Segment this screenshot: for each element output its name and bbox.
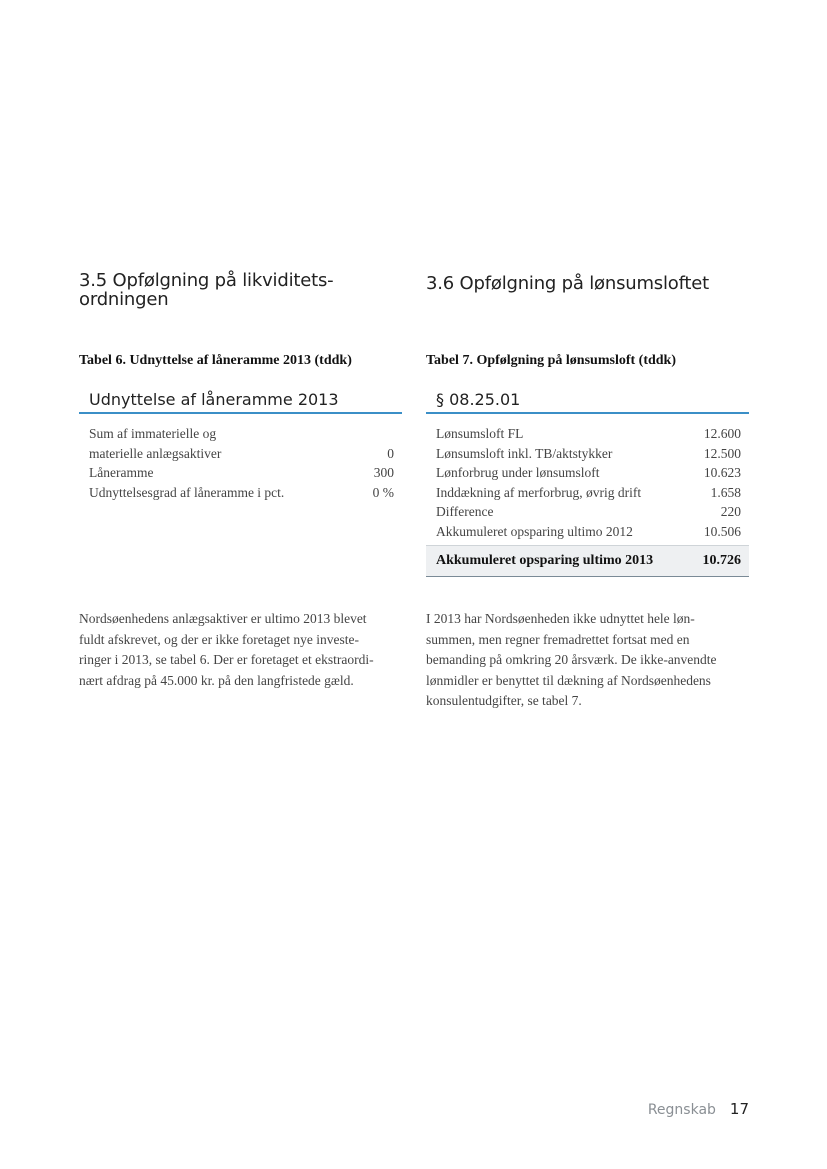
row-value: 0 (387, 445, 394, 461)
footer-section-name: Regnskab (647, 1102, 716, 1118)
row-label: Sum af immaterielle og (89, 426, 217, 441)
row-value: 10.506 (703, 523, 741, 539)
page-number: 17 (729, 1100, 749, 1118)
paragraph-line: fuldt afskrevet, og der er ikke foretaget nye investe- (79, 631, 360, 647)
heading-line-2: ordningen (79, 289, 169, 310)
paragraph-line: bemanding på omkring 20 årsværk. De ikke-anvendte (426, 652, 717, 667)
table-row (79, 444, 402, 464)
left-paragraph (79, 609, 404, 691)
table-6-body (79, 424, 402, 502)
table-row (426, 483, 749, 503)
table-row (426, 522, 749, 542)
row-label: Udnyttelsesgrad af låneramme i pct. (89, 484, 285, 500)
page-footer (648, 1100, 749, 1118)
right-paragraph (426, 609, 751, 712)
table-6-header: Udnyttelse af låneramme 2013 (79, 388, 402, 414)
row-label: Difference (436, 504, 494, 519)
row-label: Lønsumsloft FL (436, 426, 524, 441)
section-heading-3-6: 3.6 Opfølgning på lønsumsloftet (426, 273, 710, 294)
row-value: 0 % (372, 484, 394, 500)
paragraph-line: Nordsøenhedens anlægsaktiver er ultimo 2013 blevet (79, 611, 367, 626)
table-row (426, 463, 749, 483)
table-row (79, 463, 402, 483)
row-label: materielle anlægsaktiver (89, 445, 222, 461)
total-label: Akkumuleret opsparing ultimo 2013 (436, 553, 654, 568)
total-value: 10.726 (702, 553, 741, 568)
row-label: Låneramme (89, 465, 154, 480)
row-value: 1.658 (710, 484, 741, 500)
row-label: Lønsumsloft inkl. TB/aktstykker (436, 445, 613, 461)
table-row (79, 424, 402, 444)
table-row (426, 444, 749, 464)
row-label: Lønforbrug under lønsumsloft (436, 465, 600, 480)
paragraph-line: nært afdrag på 45.000 kr. på den langfristede gæld. (79, 672, 354, 688)
paragraph-line: lønmidler er benyttet til dækning af Nordsøenhedens (426, 672, 711, 688)
table-7-caption: Tabel 7. Opfølgning på lønsumsloft (tddk) (426, 353, 676, 368)
row-label: Inddækning af merforbrug, øvrig drift (436, 484, 642, 500)
table-row (79, 483, 402, 503)
heading-line-1: 3.5 Opfølgning på likviditets- (79, 270, 334, 291)
row-value: 300 (373, 465, 394, 480)
row-value: 220 (720, 504, 741, 519)
paragraph-line: summen, men regner fremadrettet fortsat med en (426, 631, 690, 647)
table-row (426, 424, 749, 444)
row-value: 12.600 (703, 426, 741, 441)
paragraph-line: ringer i 2013, se tabel 6. Der er foretaget et ekstraordi- (79, 652, 374, 667)
row-label: Akkumuleret opsparing ultimo 2012 (436, 523, 633, 539)
table-7-body (426, 424, 749, 541)
row-value: 10.623 (703, 465, 741, 480)
section-heading-3-5 (79, 271, 409, 309)
table-row (426, 502, 749, 522)
paragraph-line: I 2013 har Nordsøenheden ikke udnyttet hele løn- (426, 611, 695, 626)
paragraph-line: konsulentudgifter, se tabel 7. (426, 693, 582, 708)
row-value: 12.500 (703, 445, 741, 461)
table-7-total-row (426, 545, 749, 577)
table-6-caption: Tabel 6. Udnyttelse af låneramme 2013 (tddk) (79, 353, 352, 368)
table-7-header: § 08.25.01 (426, 388, 749, 414)
